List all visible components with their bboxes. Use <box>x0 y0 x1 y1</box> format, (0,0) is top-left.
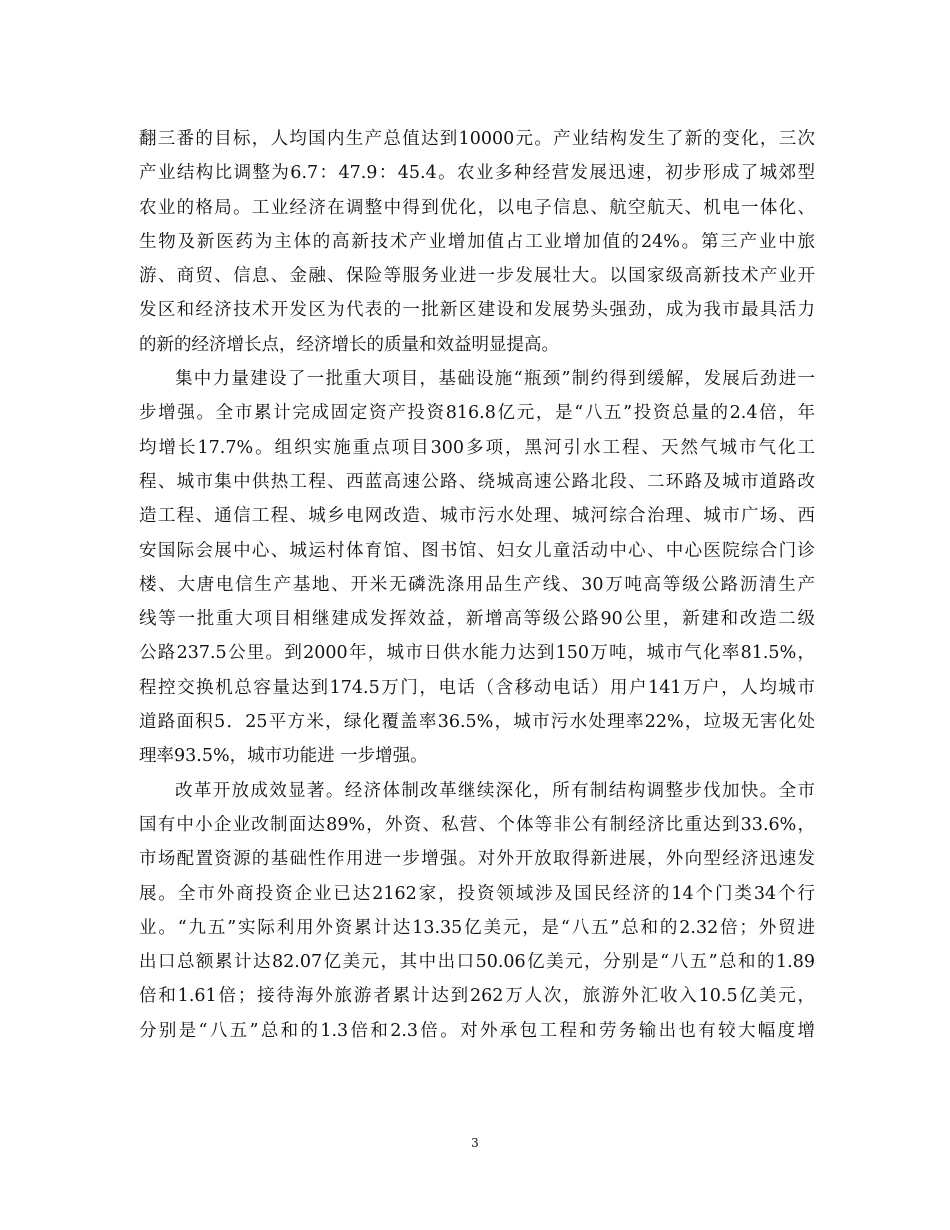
text-line: 造工程、通信工程、城乡电网改造、城市污水处理、城河综合治理、城市广场、西 <box>139 506 815 527</box>
text-line: 理率93.5%，城市功能进 一步增强。 <box>139 746 428 767</box>
paragraph <box>139 122 815 362</box>
text-line: 翻三番的目标，人均国内生产总值达到10000元。产业结构发生了新的变化，三次 <box>139 129 815 149</box>
text-line: 市场配置资源的基础性作用进一步增强。对外开放取得新进展，外向型经济迅速发 <box>139 849 815 870</box>
text-line: 楼、大唐电信生产基地、开米无磷洗涤用品生产线、30万吨高等级公路沥清生产 <box>139 574 815 595</box>
text-line: 线等一批重大项目相继建成发挥效益，新增高等级公路90公里，新建和改造二级 <box>139 609 815 630</box>
text-line: 游、商贸、信息、金融、保险等服务业进一步发展壮大。以国家级高新技术产业开 <box>139 266 815 287</box>
text-line: 的新的经济增长点，经济增长的质量和效益明显提高。 <box>139 334 559 355</box>
paragraph <box>139 774 815 1048</box>
text-line: 展。全市外商投资企业已达2162家，投资领域涉及国民经济的14个门类34个行 <box>139 883 815 904</box>
text-line: 公路237.5公里。到2000年，城市日供水能力达到150万吨，城市气化率81.5%， <box>139 643 815 664</box>
text-line: 生物及新医药为主体的高新技术产业增加值占工业增加值的24%。第三产业中旅 <box>139 231 815 252</box>
body-text <box>139 122 815 1048</box>
text-line: 业。“九五”实际利用外资累计达13.35亿美元，是“八五”总和的2.32倍；外贸进 <box>139 917 815 938</box>
text-line: 程、城市集中供热工程、西蓝高速公路、绕城高速公路北段、二环路及城市道路改 <box>139 471 815 492</box>
text-line: 程控交换机总容量达到174.5万门，电话（含移动电话）用户141万户，人均城市 <box>139 677 815 698</box>
text-line: 国有中小企业改制面达89%，外资、私营、个体等非公有制经济比重达到33.6%， <box>139 814 815 835</box>
text-line: 均增长17.7%。组织实施重点项目300多项，黑河引水工程、天然气城市气化工 <box>139 437 815 458</box>
text-line: 倍和1.61倍；接待海外旅游者累计达到262万人次，旅游外汇收入10.5亿美元， <box>139 986 815 1007</box>
text-line: 农业的格局。工业经济在调整中得到优化，以电子信息、航空航天、机电一体化、 <box>139 197 815 218</box>
page-number: 3 <box>471 1136 479 1150</box>
text-line: 分别是“八五”总和的1.3倍和2.3倍。对外承包工程和劳务输出也有较大幅度增 <box>139 1020 815 1041</box>
paragraph <box>139 362 815 774</box>
text-line: 改革开放成效显著。经济体制改革继续深化，所有制结构调整步伐加快。全市 <box>175 780 815 801</box>
text-line: 集中力量建设了一批重大项目，基础设施“瓶颈”制约得到缓解，发展后劲进一 <box>175 369 815 390</box>
text-line: 产业结构比调整为6.7：47.9：45.4。农业多种经营发展迅速，初步形成了城郊型 <box>139 163 815 184</box>
text-line: 安国际会展中心、城运村体育馆、图书馆、妇女儿童活动中心、中心医院综合门诊 <box>139 540 815 561</box>
text-line: 道路面积5．25平方米，绿化覆盖率36.5%，城市污水处理率22%，垃圾无害化处 <box>139 712 815 733</box>
text-line: 发区和经济技术开发区为代表的一批新区建设和发展势头强劲，成为我市最具活力 <box>139 300 815 321</box>
text-line: 出口总额累计达82.07亿美元，其中出口50.06亿美元，分别是“八五”总和的1.89 <box>139 952 815 973</box>
text-line: 步增强。全市累计完成固定资产投资816.8亿元，是“八五”投资总量的2.4倍，年 <box>139 403 815 424</box>
